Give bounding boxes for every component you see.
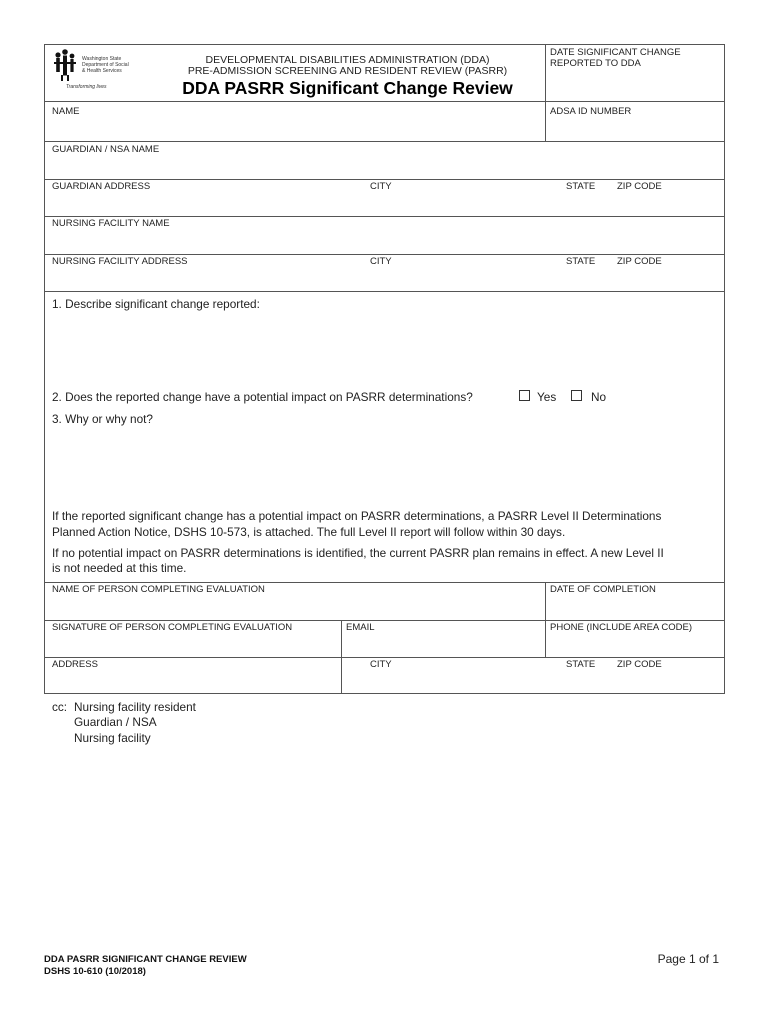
nf-city-label: CITY bbox=[370, 256, 392, 267]
footer-form-title: DDA PASRR SIGNIFICANT CHANGE REVIEW bbox=[44, 954, 247, 965]
logo-text: Washington State Department of Social & Health Services bbox=[82, 56, 129, 74]
completer-name-label: NAME OF PERSON COMPLETING EVALUATION bbox=[52, 584, 265, 595]
cc-item: Guardian / NSA bbox=[74, 715, 157, 729]
page-title: DDA PASRR Significant Change Review bbox=[182, 78, 513, 98]
nf-zip-label: ZIP CODE bbox=[617, 256, 662, 267]
guardian-zip-label: ZIP CODE bbox=[617, 181, 662, 192]
completion-date-label: DATE OF COMPLETION bbox=[550, 584, 656, 595]
no-label: No bbox=[591, 390, 607, 404]
form-grid bbox=[44, 44, 725, 694]
no-impact-note-line2: is not needed at this time. bbox=[52, 561, 187, 575]
signature-label: SIGNATURE OF PERSON COMPLETING EVALUATION bbox=[52, 622, 293, 633]
no-checkbox[interactable] bbox=[571, 390, 582, 401]
nf-address-label: NURSING FACILITY ADDRESS bbox=[52, 256, 188, 267]
date-reported-label: DATE SIGNIFICANT CHANGE REPORTED TO DDA bbox=[550, 47, 681, 69]
nf-state-label: STATE bbox=[566, 256, 596, 267]
phone-label: PHONE (INCLUDE AREA CODE) bbox=[550, 622, 692, 633]
guardian-state-label: STATE bbox=[566, 181, 596, 192]
cc-label: cc: bbox=[52, 700, 68, 714]
address-city-label: CITY bbox=[370, 659, 392, 670]
question-3: 3. Why or why not? bbox=[52, 412, 153, 426]
agency-name: DEVELOPMENTAL DISABILITIES ADMINISTRATION (DDA) bbox=[205, 54, 490, 66]
footer-form-number: DSHS 10-610 (10/2018) bbox=[44, 966, 146, 977]
nf-name-label: NURSING FACILITY NAME bbox=[52, 218, 170, 229]
guardian-name-label: GUARDIAN / NSA NAME bbox=[52, 144, 160, 155]
guardian-address-label: GUARDIAN ADDRESS bbox=[52, 181, 151, 192]
address-label: ADDRESS bbox=[52, 659, 98, 670]
question-2: 2. Does the reported change have a potential impact on PASRR determinations? bbox=[52, 390, 473, 404]
impact-note-line1: If the reported significant change has a potential impact on PASRR determinations, a PASRR Level II Determinations bbox=[52, 509, 662, 523]
cc-item: Nursing facility bbox=[74, 731, 151, 745]
address-zip-label: ZIP CODE bbox=[617, 659, 662, 670]
program-name: PRE-ADMISSION SCREENING AND RESIDENT REVIEW (PASRR) bbox=[187, 65, 508, 77]
question-1: 1. Describe significant change reported: bbox=[52, 297, 260, 311]
yes-checkbox[interactable] bbox=[519, 390, 530, 401]
adsa-id-label: ADSA ID NUMBER bbox=[550, 106, 632, 117]
address-state-label: STATE bbox=[566, 659, 596, 670]
cc-item: Nursing facility resident bbox=[74, 700, 196, 714]
impact-note-line2: Planned Action Notice, DSHS 10-573, is attached. The full Level II report will follow within 30 days. bbox=[52, 525, 566, 539]
name-label: NAME bbox=[52, 106, 80, 117]
email-label: EMAIL bbox=[346, 622, 375, 633]
guardian-city-label: CITY bbox=[370, 181, 392, 192]
logo-tagline: Transforming lives bbox=[66, 84, 107, 90]
no-impact-note-line1: If no potential impact on PASRR determinations is identified, the current PASRR plan remains in effect. A new Level II bbox=[52, 546, 664, 560]
yes-label: Yes bbox=[537, 390, 557, 404]
page-number: Page 1 of 1 bbox=[657, 952, 719, 966]
